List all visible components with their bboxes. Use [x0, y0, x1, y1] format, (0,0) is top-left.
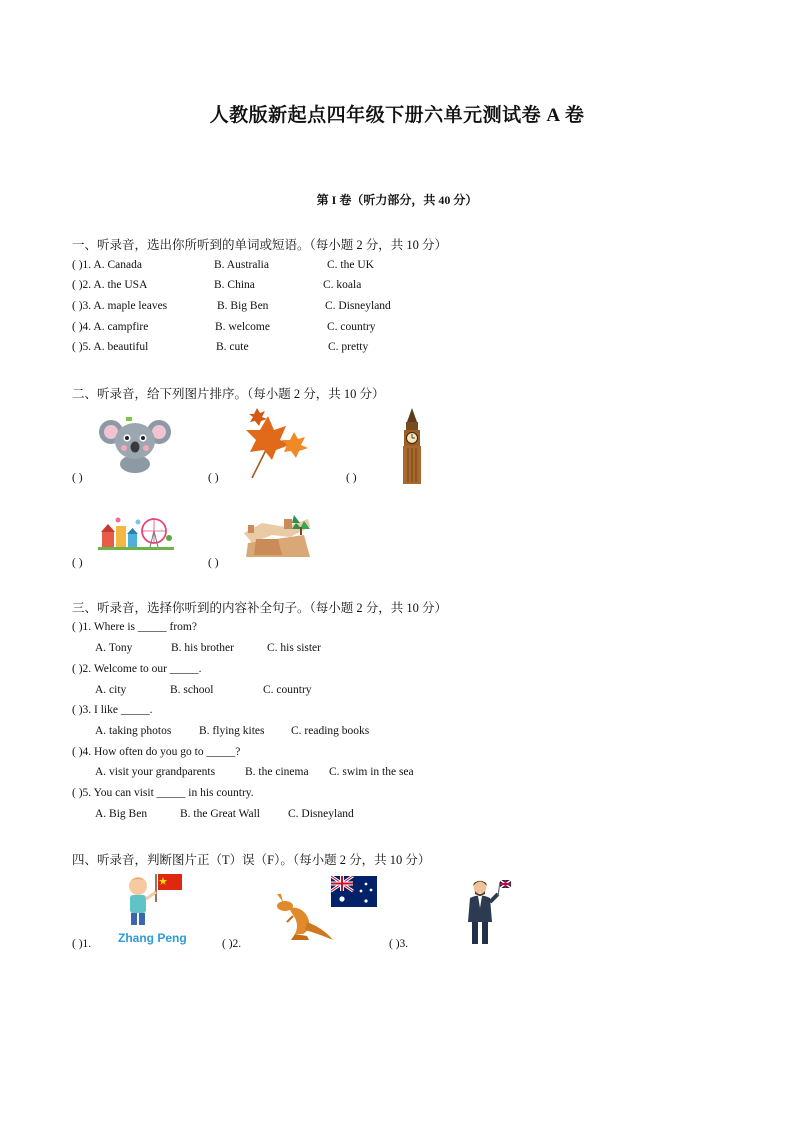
s1-item2-a: ( )2. A. the USA — [72, 279, 148, 291]
s3-q4-a: A. visit your grandparents — [95, 766, 216, 778]
page-title: 人教版新起点四年级下册六单元测试卷 A 卷 — [209, 105, 585, 126]
man-with-uk-flag-picture — [464, 878, 512, 946]
s4-item3: ( )3. — [389, 938, 409, 950]
s2-bracket-1: ( ) — [72, 472, 83, 484]
disneyland-picture — [98, 514, 174, 550]
s1-item5-b: B. cute — [216, 341, 249, 353]
maple-leaves-picture — [238, 406, 310, 480]
s1-item4-c: C. country — [327, 321, 376, 333]
s1-item1-b: B. Australia — [214, 259, 269, 271]
s3-q5-a: A. Big Ben — [95, 808, 148, 820]
section3-heading: 三、听录音，选择你听到的内容补全句子。（每小题 2 分，共 10 分） — [72, 601, 448, 615]
s4-item2: ( )2. — [222, 938, 242, 950]
s3-q3-b: B. flying kites — [199, 725, 265, 737]
s3-q4-c: C. swim in the sea — [329, 766, 414, 778]
part-subtitle: 第 I 卷（听力部分，共 40 分） — [316, 193, 478, 207]
s1-item5-a: ( )5. A. beautiful — [72, 341, 149, 353]
section4-heading: 四、听录音，判断图片正（T）误（F）。（每小题 2 分，共 10 分） — [72, 853, 431, 867]
s1-item4-a: ( )4. A. campfire — [72, 321, 149, 333]
s1-item3-b: B. Big Ben — [217, 300, 269, 312]
great-wall-picture — [242, 509, 312, 557]
s2-bracket-3: ( ) — [346, 472, 357, 484]
zhang-peng-label: Zhang Peng — [118, 931, 187, 945]
s2-bracket-2: ( ) — [208, 472, 219, 484]
koala-picture — [98, 412, 172, 474]
s3-q3-c: C. reading books — [291, 725, 370, 737]
s1-item1-a: ( )1. A. Canada — [72, 259, 142, 271]
zhang-peng-picture — [118, 870, 186, 936]
s1-item2-c: C. koala — [323, 279, 362, 291]
s3-q3-a: A. taking photos — [95, 725, 172, 737]
s2-bracket-4: ( ) — [72, 557, 83, 569]
s3-q1-a: A. Tony — [95, 642, 133, 654]
s3-q2-c: C. country — [263, 684, 312, 696]
s3-q5-b: B. the Great Wall — [180, 808, 260, 820]
kangaroo-picture — [273, 892, 335, 942]
s3-q1-b: B. his brother — [171, 642, 234, 654]
s1-item3-a: ( )3. A. maple leaves — [72, 300, 168, 312]
s3-q1-c: C. his sister — [267, 642, 321, 654]
s4-item1: ( )1. — [72, 938, 92, 950]
s3-q4-b: B. the cinema — [245, 766, 309, 778]
s3-q2-a: A. city — [95, 684, 127, 696]
s1-item1-c: C. the UK — [327, 259, 374, 271]
s3-q4: ( )4. How often do you go to _____? — [72, 746, 241, 758]
s3-q3: ( )3. I like _____. — [72, 704, 153, 716]
s3-q1: ( )1. Where is _____ from? — [72, 621, 197, 633]
section2-heading: 二、听录音，给下列图片排序。（每小题 2 分，共 10 分） — [72, 387, 385, 401]
s1-item2-b: B. China — [214, 279, 255, 291]
section1-heading: 一、听录音，选出你所听到的单词或短语。（每小题 2 分，共 10 分） — [72, 238, 448, 252]
s3-q5-c: C. Disneyland — [288, 808, 354, 820]
s1-item3-c: C. Disneyland — [325, 300, 391, 312]
s2-bracket-5: ( ) — [208, 557, 219, 569]
s3-q2-b: B. school — [170, 684, 214, 696]
s1-item5-c: C. pretty — [328, 341, 369, 353]
s3-q5: ( )5. You can visit _____ in his country. — [72, 787, 254, 799]
s3-q2: ( )2. Welcome to our _____. — [72, 663, 202, 675]
s1-item4-b: B. welcome — [215, 321, 270, 333]
australia-flag-picture — [331, 876, 377, 907]
big-ben-picture — [398, 408, 426, 484]
